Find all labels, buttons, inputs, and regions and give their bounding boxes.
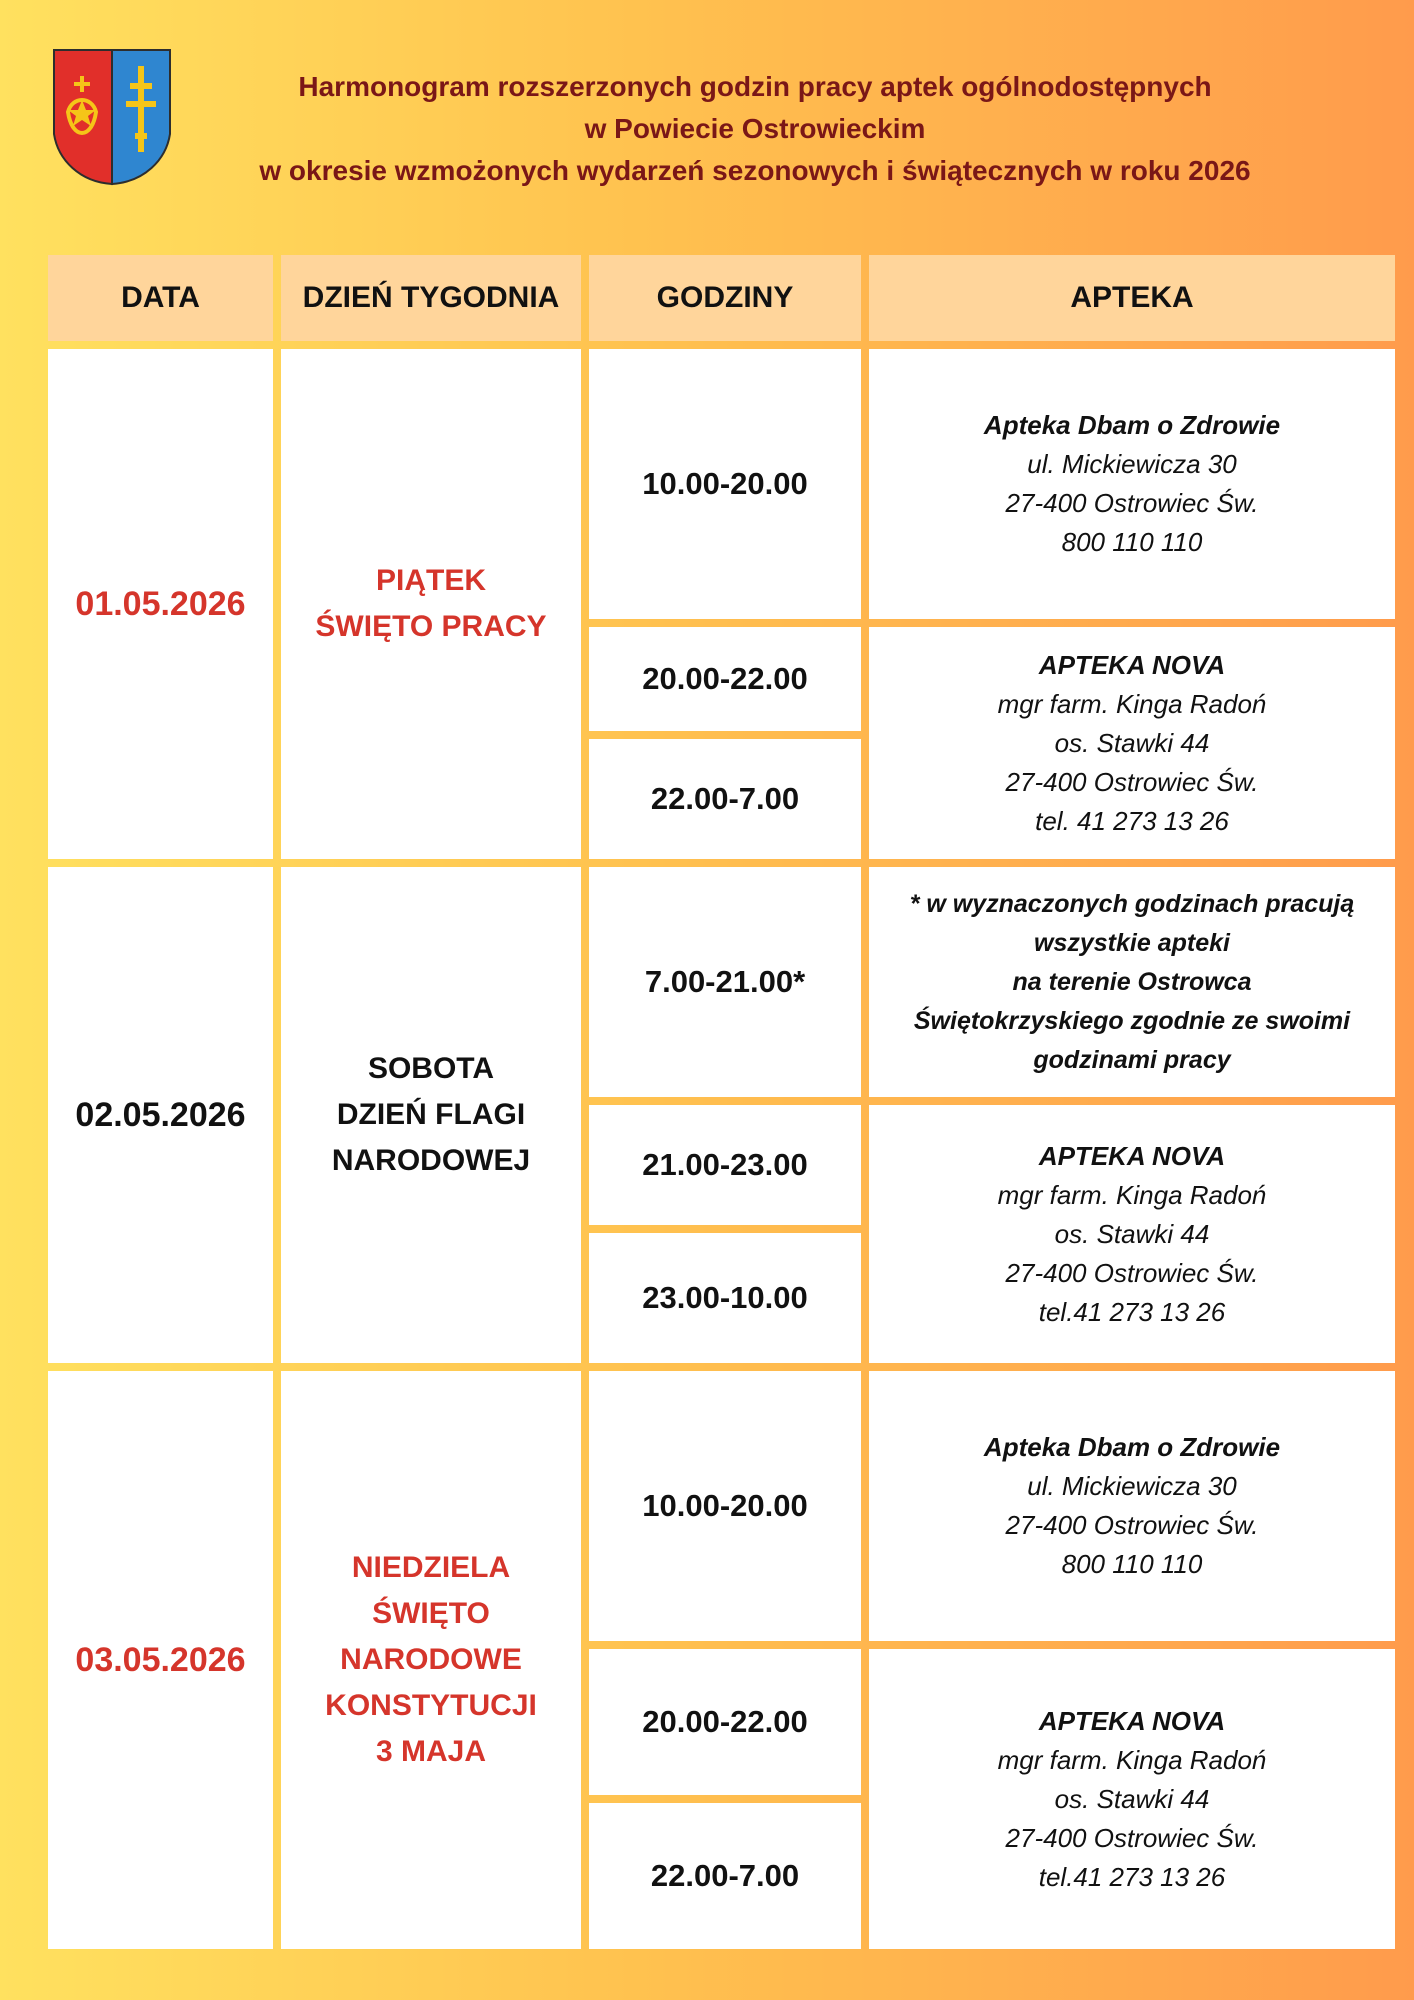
date-cell: 01.05.2026 (48, 349, 273, 859)
pharmacy-city: 27-400 Ostrowiec Św. (1005, 1822, 1259, 1853)
column-header-pharmacy: APTEKA (869, 255, 1395, 341)
pharmacy-name: Apteka Dbam o Zdrowie (983, 1432, 1281, 1462)
pharmacy-city: 27-400 Ostrowiec Św. (1005, 488, 1259, 518)
pharmacy-phone: tel.41 273 13 26 (1038, 1861, 1226, 1892)
pharmacy-name: APTEKA NOVA (1038, 649, 1226, 680)
title-line-3: w okresie wzmożonych wydarzeń sezonowych i świątecznych w roku 2026 (259, 155, 1251, 186)
pharmacy-address: os. Stawki 44 (1054, 1218, 1210, 1249)
column-header-date: DATA (48, 255, 273, 341)
pharmacy-pharmacist: mgr farm. Kinga Radoń (997, 1744, 1267, 1775)
pharmacy-pharmacist: mgr farm. Kinga Radoń (997, 688, 1267, 719)
hours-cell: 22.00-7.00 (589, 739, 861, 859)
weekday-cell: NIEDZIELA ŚWIĘTO NARODOWE KONSTYTUCJI 3 MAJA (281, 1371, 581, 1949)
pharmacy-city: 27-400 Ostrowiec Św. (1005, 1510, 1259, 1540)
pharmacy-name: APTEKA NOVA (1038, 1140, 1226, 1171)
date-cell: 03.05.2026 (48, 1371, 273, 1949)
pharmacy-phone: tel.41 273 13 26 (1038, 1296, 1226, 1327)
pharmacy-pharmacist: mgr farm. Kinga Radoń (997, 1179, 1267, 1210)
hours-cell: 20.00-22.00 (589, 1649, 861, 1795)
hours-cell: 10.00-20.00 (589, 1371, 861, 1641)
hours-cell: 10.00-20.00 (589, 349, 861, 619)
pharmacy-cell (869, 349, 1395, 619)
hours-cell: 20.00-22.00 (589, 627, 861, 731)
pharmacy-city: 27-400 Ostrowiec Św. (1005, 766, 1259, 797)
pharmacy-address: os. Stawki 44 (1054, 727, 1210, 758)
opening-hours-note: * w wyznaczonych godzinach pracują wszystkie apteki na terenie Ostrowca Świętokrzyskiego zgodnie ze swoimi godzinami pracy (869, 867, 1395, 1097)
title-line-1: Harmonogram rozszerzonych godzin pracy aptek ogólnodostępnych (298, 71, 1212, 102)
column-header-hours: GODZINY (589, 255, 861, 341)
pharmacy-address: ul. Mickiewicza 30 (1027, 1471, 1237, 1501)
pharmacy-schedule-table (48, 255, 1371, 1953)
hours-cell: 22.00-7.00 (589, 1803, 861, 1949)
title-line-2: w Powiecie Ostrowieckim (584, 113, 926, 144)
hours-cell: 23.00-10.00 (589, 1233, 861, 1363)
column-header-weekday: DZIEŃ TYGODNIA (281, 255, 581, 341)
pharmacy-cell (869, 1371, 1395, 1641)
document-title (190, 66, 1320, 192)
pharmacy-address: ul. Mickiewicza 30 (1027, 449, 1237, 479)
hours-cell: 21.00-23.00 (589, 1105, 861, 1225)
pharmacy-cell (869, 627, 1395, 859)
weekday-cell: SOBOTA DZIEŃ FLAGI NARODOWEJ (281, 867, 581, 1363)
pharmacy-cell (869, 1105, 1395, 1363)
pharmacy-phone: 800 110 110 (1061, 527, 1203, 557)
weekday-cell: PIĄTEK ŚWIĘTO PRACY (281, 349, 581, 859)
pharmacy-phone: 800 110 110 (1061, 1549, 1203, 1579)
pharmacy-city: 27-400 Ostrowiec Św. (1005, 1257, 1259, 1288)
coat-of-arms-icon (52, 48, 172, 186)
pharmacy-name: Apteka Dbam o Zdrowie (983, 410, 1281, 440)
date-cell: 02.05.2026 (48, 867, 273, 1363)
hours-cell: 7.00-21.00* (589, 867, 861, 1097)
pharmacy-address: os. Stawki 44 (1054, 1783, 1210, 1814)
pharmacy-phone: tel. 41 273 13 26 (1035, 805, 1229, 836)
pharmacy-cell (869, 1649, 1395, 1949)
pharmacy-name: APTEKA NOVA (1038, 1705, 1226, 1736)
